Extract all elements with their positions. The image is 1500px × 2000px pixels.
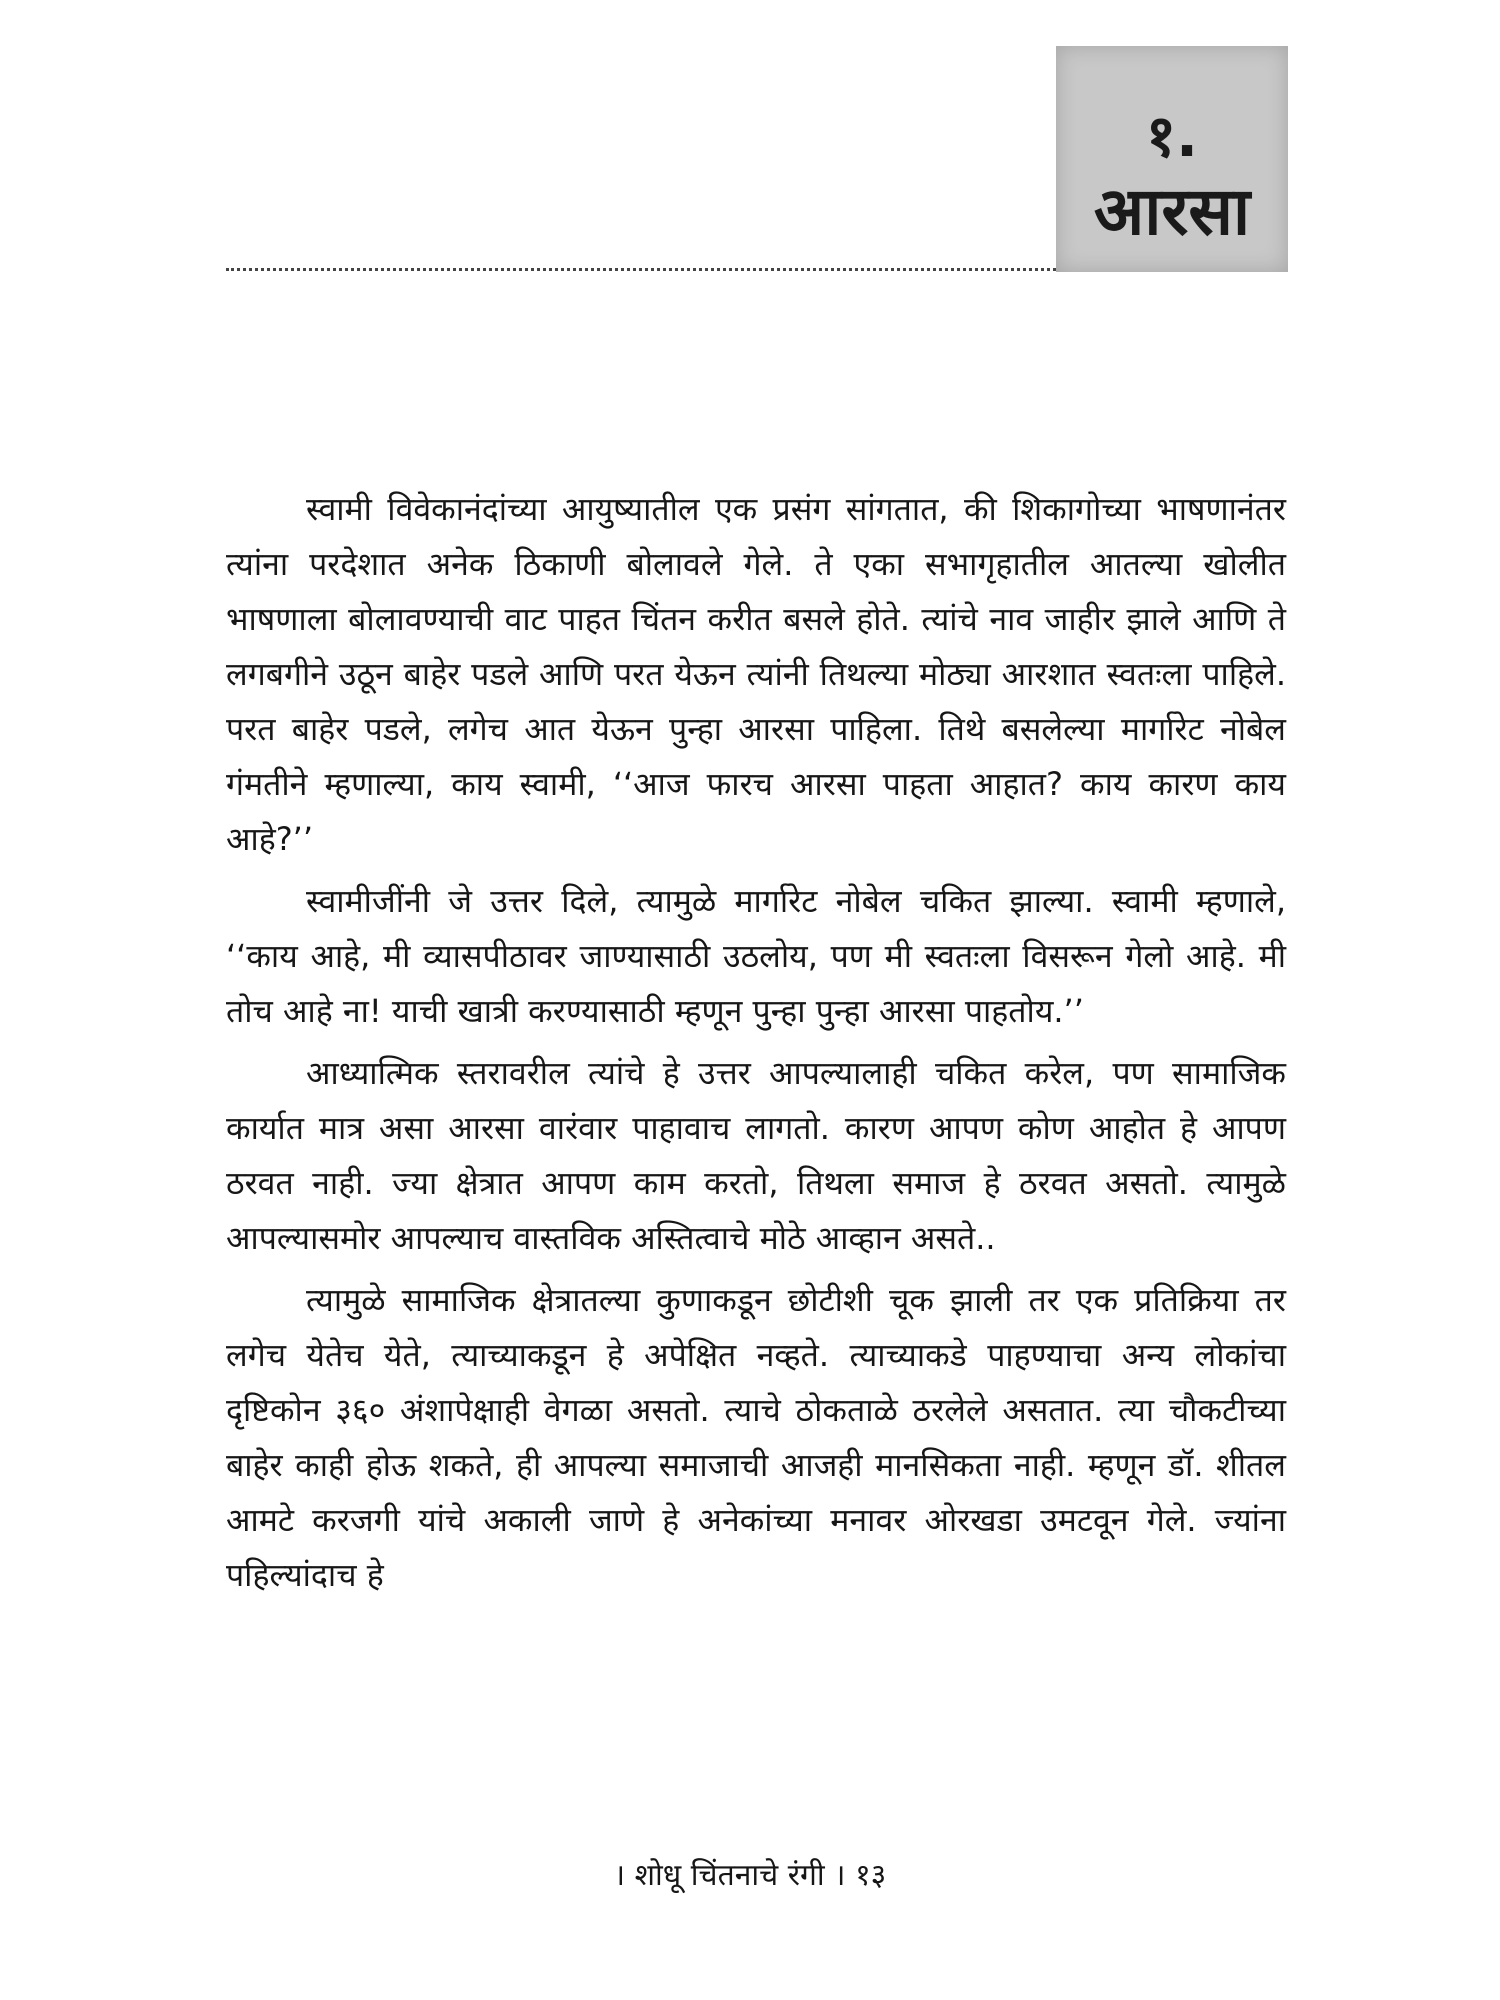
page-body [226, 482, 1286, 1610]
paragraph: स्वामीजींनी जे उत्तर दिले, त्यामुळे मार्गारेट नोबेल चकित झाल्या. स्वामी म्हणाले, ‘‘काय आहे, मी व्यासपीठावर जाण्यासाठी उठलोय, पण मी स्वतःला विसरून गेलो आहे. मी तोच आहे ना! याची खात्री करण्यासाठी म्हणून पुन्हा पुन्हा आरसा पाहतोय.’’ [226, 882, 1286, 1030]
dotted-divider [226, 268, 1056, 271]
chapter-heading-box [1056, 46, 1288, 272]
chapter-number: १. [1145, 102, 1199, 170]
paragraph: स्वामी विवेकानंदांच्या आयुष्यातील एक प्रसंग सांगतात, की शिकागोच्या भाषणानंतर त्यांना परदेशात अनेक ठिकाणी बोलावले गेले. ते एका सभागृहातील आतल्या खोलीत भाषणाला बोलावण्याची वाट पाहत चिंतन करीत बसले होते. त्यांचे नाव जाहीर झाले आणि ते लगबगीने उठून बाहेर पडले आणि परत येऊन त्यांनी तिथल्या मोठ्या आरशात स्वतःला पाहिले. परत बाहेर पडले, लगेच आत येऊन पुन्हा आरसा पाहिला. तिथे बसलेल्या मार्गारेट नोबेल गंमतीने म्हणाल्या, काय स्वामी, ‘‘आज फारच आरसा पाहता आहात? काय कारण काय आहे?’’ [226, 490, 1286, 858]
paragraph: त्यामुळे सामाजिक क्षेत्रातल्या कुणाकडून छोटीशी चूक झाली तर एक प्रतिक्रिया तर लगेच येतेच येते, त्याच्याकडून हे अपेक्षित नव्हते. त्याच्याकडे पाहण्याचा अन्य लोकांचा दृष्टिकोन ३६० अंशापेक्षाही वेगळा असतो. त्याचे ठोकताळे ठरलेले असतात. त्या चौकटीच्या बाहेर काही होऊ शकते, ही आपल्या समाजाची आजही मानसिकता नाही. म्हणून डॉ. शीतल आमटे करजगी यांचे अकाली जाणे हे अनेकांच्या मनावर ओरखडा उमटवून गेले. ज्यांना पहिल्यांदाच हे [226, 1281, 1286, 1594]
paragraph: आध्यात्मिक स्तरावरील त्यांचे हे उत्तर आपल्यालाही चकित करेल, पण सामाजिक कार्यात मात्र असा आरसा वारंवार पाहावाच लागतो. कारण आपण कोण आहोत हे आपण ठरवत नाही. ज्या क्षेत्रात आपण काम करतो, तिथला समाज हे ठरवत असतो. त्यामुळे आपल्यासमोर आपल्याच वास्तविक अस्तित्वाचे मोठे आव्हान असते.. [226, 1054, 1286, 1257]
chapter-title: आरसा [1093, 173, 1251, 250]
page-footer: । शोधू चिंतनाचे रंगी । १३ [613, 1858, 887, 1893]
